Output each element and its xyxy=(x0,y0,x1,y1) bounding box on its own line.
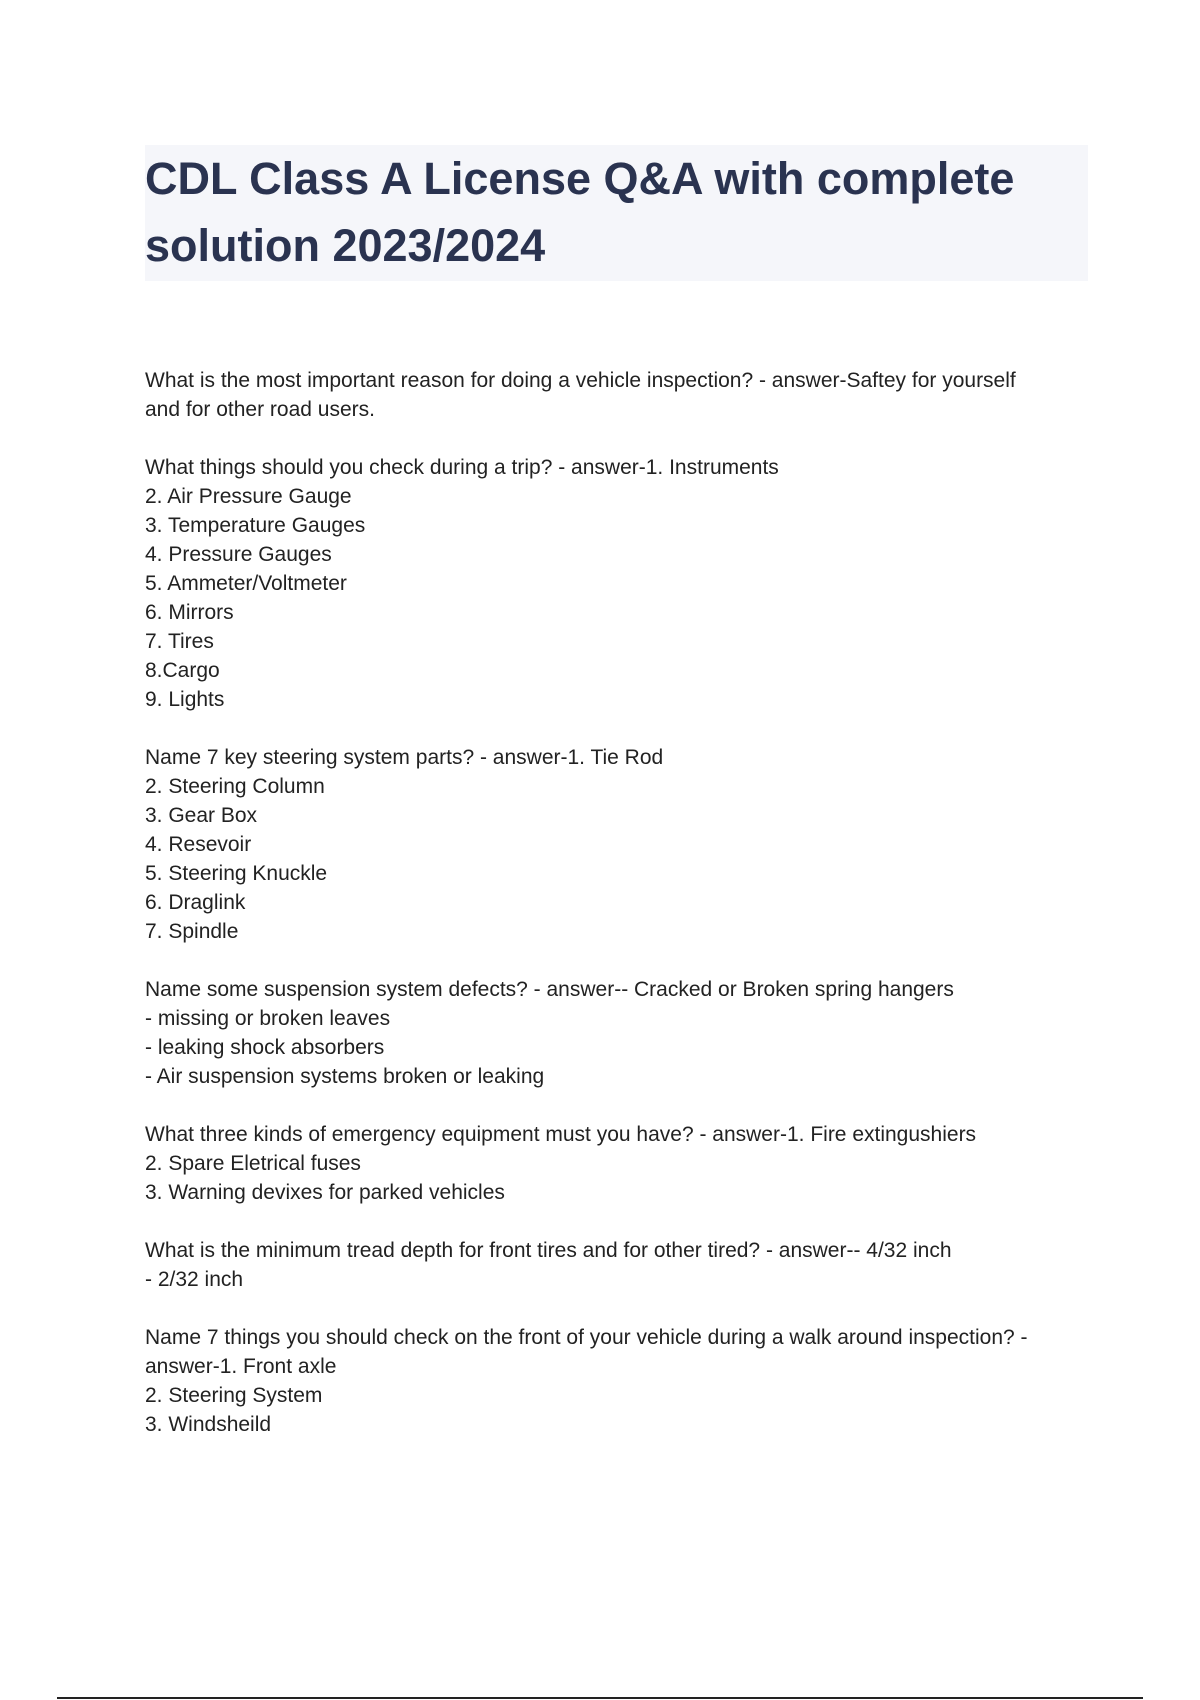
qa-question-line: What things should you check during a trip? - answer-1. Instruments xyxy=(145,456,779,479)
qa-question-line: Name some suspension system defects? - answer-- Cracked or Broken spring hangers xyxy=(145,978,954,1001)
qa-answer-line: 2. Air Pressure Gauge xyxy=(145,485,352,508)
qa-item xyxy=(145,743,1090,946)
footer-divider xyxy=(57,1697,1143,1699)
qa-question-line: Name 7 key steering system parts? - answer-1. Tie Rod xyxy=(145,746,664,769)
qa-answer-line: 7. Spindle xyxy=(145,920,239,943)
qa-answer-line: - leaking shock absorbers xyxy=(145,1036,385,1059)
qa-answer-line: 2. Steering Column xyxy=(145,775,325,798)
qa-answer-line: 3. Temperature Gauges xyxy=(145,514,366,537)
qa-item xyxy=(145,366,1090,424)
qa-item xyxy=(145,1323,1090,1439)
qa-answer-line: and for other road users. xyxy=(145,398,375,421)
qa-answer-line: 5. Steering Knuckle xyxy=(145,862,328,885)
qa-answer-line: 9. Lights xyxy=(145,688,225,711)
qa-answer-line: 4. Resevoir xyxy=(145,833,252,856)
qa-answer-line: 2. Steering System xyxy=(145,1384,323,1407)
title-banner xyxy=(145,145,1088,281)
qa-answer-line: answer-1. Front axle xyxy=(145,1355,337,1378)
qa-answer-line: 3. Windsheild xyxy=(145,1413,272,1436)
qa-answer-line: 2. Spare Eletrical fuses xyxy=(145,1152,361,1175)
qa-answer-line: - 2/32 inch xyxy=(145,1268,244,1291)
qa-question-line: Name 7 things you should check on the front of your vehicle during a walk around inspection? - xyxy=(145,1326,1028,1349)
qa-item xyxy=(145,1236,1090,1294)
qa-answer-line: 7. Tires xyxy=(145,630,214,653)
qa-answer-line: 3. Warning devixes for parked vehicles xyxy=(145,1181,505,1204)
qa-answer-line: 4. Pressure Gauges xyxy=(145,543,332,566)
qa-question-line: What three kinds of emergency equipment must you have? - answer-1. Fire extingushiers xyxy=(145,1123,977,1146)
qa-answer-line: - missing or broken leaves xyxy=(145,1007,391,1030)
qa-answer-line: 8.Cargo xyxy=(145,659,220,682)
qa-answer-line: 5. Ammeter/Voltmeter xyxy=(145,572,347,595)
qa-question-line: What is the minimum tread depth for front tires and for other tired? - answer-- 4/32 inch xyxy=(145,1239,952,1262)
qa-item xyxy=(145,453,1090,714)
qa-answer-line: 6. Draglink xyxy=(145,891,246,914)
qa-answer-line: - Air suspension systems broken or leaking xyxy=(145,1065,545,1088)
qa-answer-line: 6. Mirrors xyxy=(145,601,234,624)
document-title: CDL Class A License Q&A with complete solution 2023/2024 xyxy=(145,153,1015,271)
qa-question-line: What is the most important reason for doing a vehicle inspection? - answer-Saftey for yourself xyxy=(145,369,1016,392)
qa-answer-line: 3. Gear Box xyxy=(145,804,258,827)
qa-item xyxy=(145,975,1090,1091)
qa-list xyxy=(145,366,1090,1468)
qa-item xyxy=(145,1120,1090,1207)
